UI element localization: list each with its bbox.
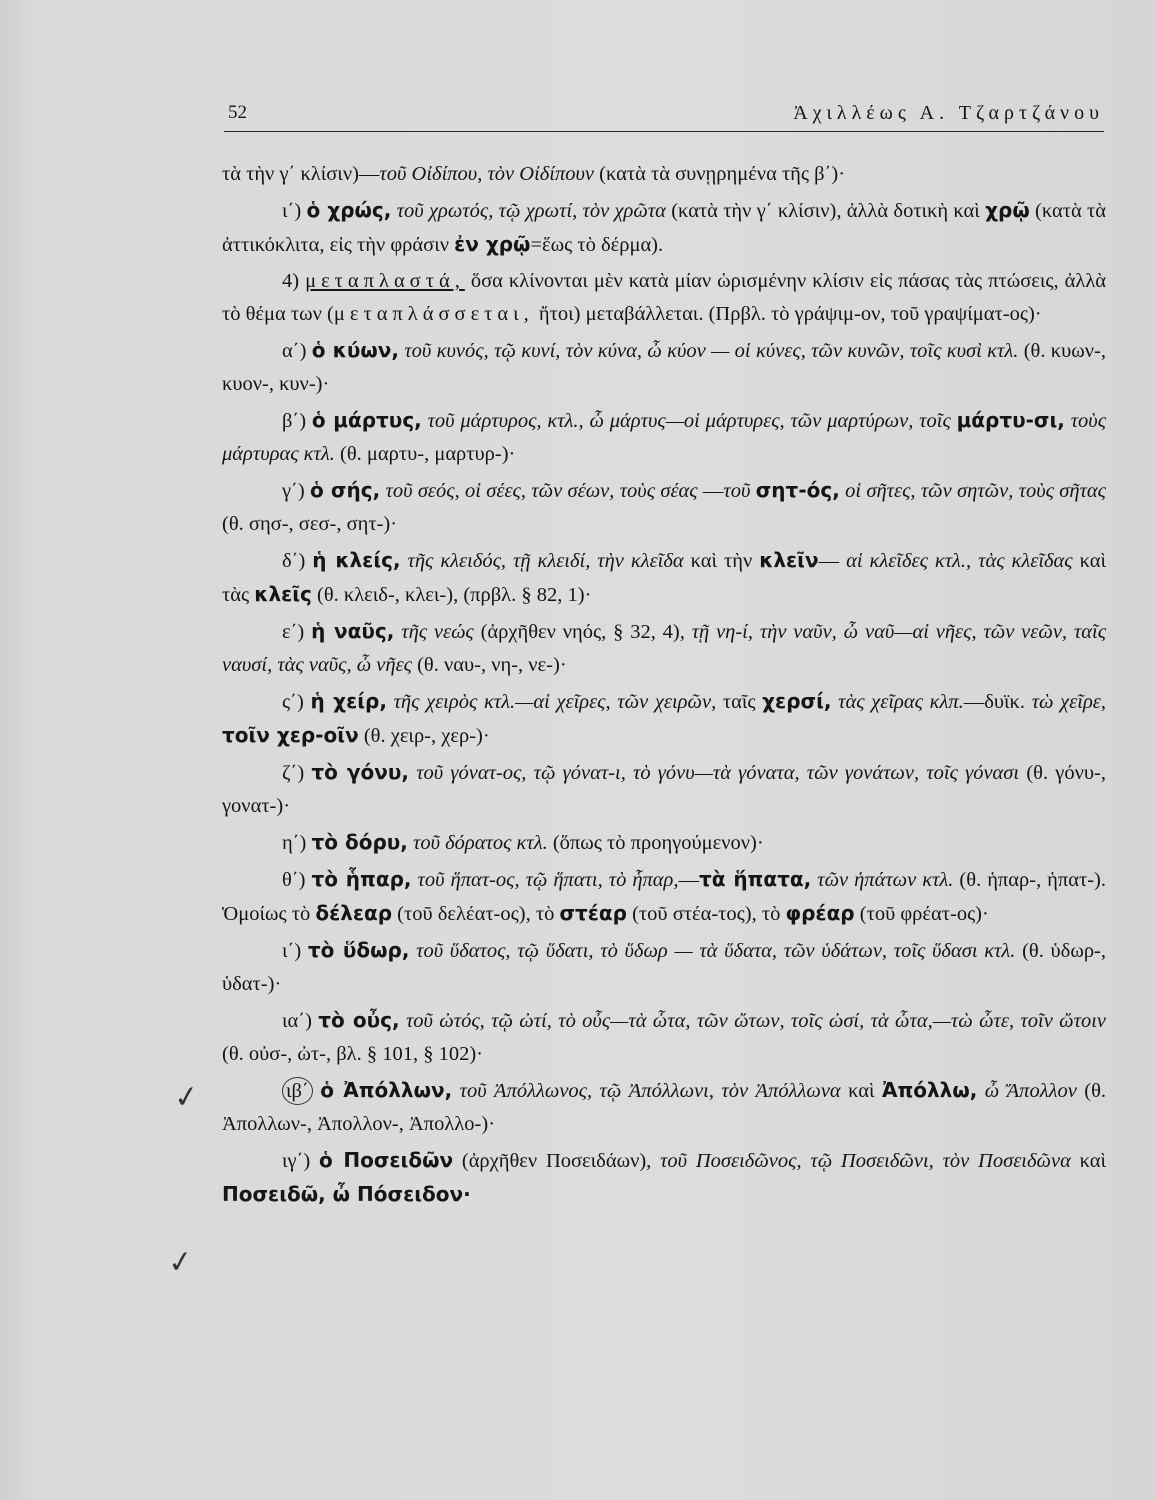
- check-mark-2: ✓: [165, 1243, 196, 1282]
- circled-label: ιβ΄: [282, 1077, 313, 1105]
- bold-term: ὁ σής,: [310, 478, 381, 502]
- header-rule: [224, 131, 1104, 132]
- bold-term: Ἀπόλλω,: [881, 1078, 978, 1102]
- text-run: ι΄): [282, 200, 307, 222]
- text-run: καὶ: [840, 1080, 882, 1102]
- bold-term: μάρτυ-σι,: [956, 408, 1065, 432]
- italic-text: τοῦ: [723, 480, 751, 502]
- italic-text: τοῦ μάρτυρος, κτλ., ὦ μάρτυς—οἱ μάρτυρες, τῶν μαρτύρων, τοῖς: [427, 410, 951, 432]
- bold-term: ὁ μάρτυς,: [311, 408, 422, 432]
- text-run: =ἕως τὸ δέρμα).: [530, 234, 664, 256]
- bold-term: χερσί,: [762, 689, 832, 713]
- paragraph: [222, 334, 1106, 401]
- italic-text: τοῦ γόνατ-ος, τῷ γόνατ-ι, τὸ γόνυ—τὰ γόνατα, τῶν γονάτων, τοῖς γόνασι: [416, 762, 1020, 784]
- bold-term: ὁ Ποσειδῶν: [319, 1148, 454, 1172]
- text-run: —: [678, 869, 699, 891]
- text-run: (κατὰ τὴν γ΄ κλίσιν), ἀλλὰ δοτικὴ καὶ: [665, 200, 986, 222]
- bold-term: χρῷ: [985, 198, 1030, 222]
- paragraph: [222, 756, 1106, 823]
- bold-term: κλεῖς: [254, 582, 312, 606]
- page-header: [226, 96, 1106, 130]
- italic-text: τῆς χειρὸς κτλ.—αἱ χεῖρες, τῶν χειρῶν,: [393, 691, 717, 713]
- bold-term: ἡ ναῦς,: [311, 619, 395, 643]
- bold-term: στέαρ: [559, 901, 627, 925]
- page-number: 52: [228, 102, 247, 123]
- paragraph: [222, 685, 1106, 753]
- text-run: (θ. κλειδ-, κλει-), (πρβλ. § 82, 1)·: [311, 584, 592, 606]
- text-run: η΄): [282, 832, 312, 854]
- bold-term: τὸ γόνυ,: [311, 760, 409, 784]
- text-run: (θ. σησ-, σεσ-, σητ-)·: [222, 513, 398, 535]
- check-mark-1: ✓: [171, 1078, 202, 1117]
- italic-text: τοῦ χρωτός, τῷ χρωτί, τὸν χρῶτα: [396, 200, 666, 222]
- bold-term: ἡ χείρ,: [310, 689, 387, 713]
- paragraph: [222, 544, 1106, 612]
- italic-text: ὦ Ἄπολλον: [984, 1080, 1077, 1102]
- paragraph: [222, 1074, 1106, 1141]
- bold-term: ἡ κλείς,: [312, 548, 401, 572]
- text-run: (θ. ὑδωρ-, ὑδατ-)·: [222, 940, 1107, 995]
- text-run: —δυϊκ.: [963, 691, 1032, 713]
- bold-term: ἐν χρῷ: [454, 232, 531, 256]
- bold-term: ὁ κύων,: [311, 338, 399, 362]
- text-run: ια΄): [282, 1010, 319, 1032]
- bold-term: ὁ Ἀπόλλων,: [320, 1078, 453, 1102]
- paragraph: [222, 934, 1106, 1001]
- text-run: (θ. οὐσ-, ὠτ-, βλ. § 101, § 102)·: [222, 1043, 484, 1065]
- italic-text: τοῦ ὕδατος, τῷ ὕδατι, τὸ ὕδωρ — τὰ ὕδατα, τῶν ὑδάτων, τοῖς ὕδασι κτλ.: [416, 940, 1016, 962]
- text-run: —: [818, 550, 847, 572]
- text-run: (τοῦ φρέατ-ος)·: [854, 903, 989, 925]
- paragraph: [222, 158, 1106, 191]
- text-run: (θ. κυων-, κυον-, κυν-)·: [222, 340, 1106, 395]
- italic-text: τοῦ Ποσειδῶνος, τῷ Ποσειδῶνι, τὸν Ποσειδῶνα: [660, 1150, 1071, 1172]
- text-run: ς΄): [282, 691, 311, 713]
- italic-text: αἱ κλεῖδες κτλ., τὰς κλεῖδας: [846, 550, 1073, 572]
- text-run: ιγ΄): [282, 1150, 320, 1172]
- bold-term: τὸ δόρυ,: [311, 830, 408, 854]
- text-run: (θ. γόνυ-, γονατ-)·: [222, 762, 1106, 817]
- text-run: [387, 691, 394, 713]
- bold-term: ὁ χρώς,: [306, 198, 392, 222]
- italic-text: τῆς νεώς: [401, 621, 474, 643]
- text-run: [977, 1080, 984, 1102]
- italic-text: τοὺς μάρτυρας κτλ.: [222, 410, 1107, 465]
- text-run: [401, 550, 408, 572]
- text-run: (τοῦ δελέατ-ος), τὸ: [392, 903, 560, 925]
- text-run: (θ. ναυ-, νη-, νε-)·: [411, 654, 567, 676]
- italic-text: τοῦ ὠτός, τῷ ὠτί, τὸ οὖς—τὰ ὦτα, τῶν ὤτων, τοῖς ὠσί, τὰ ὦτα,—τὼ ὦτε, τοῖν ὤτοιν: [405, 1010, 1106, 1032]
- text-run: ι΄): [282, 940, 308, 962]
- text-run: ε΄): [282, 621, 312, 643]
- bold-term: τὸ ὕδωρ,: [307, 938, 410, 962]
- bold-term: κλεῖν: [759, 548, 819, 572]
- text-run: γ΄): [282, 480, 311, 502]
- bold-term: σητ-ός,: [755, 478, 840, 502]
- italic-text: τοῦ Οἰδίπου, τὸν Οἰδίπουν: [379, 163, 595, 185]
- italic-text: τοῦ σεός, οἱ σέες, τῶν σέων, τοὺς σέας: [385, 480, 698, 502]
- text-run: (θ. ἡπαρ-, ἡπατ-). Ὁμοίως τὸ: [222, 869, 1107, 925]
- text-run: καὶ τὰς: [222, 550, 1107, 606]
- text-run: ταῖς: [716, 691, 763, 713]
- text-run: δ΄): [282, 550, 313, 572]
- text-run: α΄): [282, 340, 312, 362]
- text-run: (ὅπως τὸ προηγούμενον)·: [547, 832, 764, 854]
- spaced-term: μεταπλάσσεται,: [333, 303, 534, 325]
- spaced-term: μεταπλαστά,: [305, 270, 465, 292]
- text-run: (θ. Ἀπολλων-, Ἀπολλον-, Ἀπολλο-)·: [222, 1080, 1107, 1135]
- paragraph: [222, 194, 1106, 262]
- bold-term: τὰ ἥπατα,: [698, 867, 812, 891]
- text-run: —: [697, 480, 724, 502]
- bold-term: δέλεαρ: [315, 901, 393, 925]
- paragraph: [222, 615, 1106, 682]
- italic-text: τοῦ κυνός, τῷ κυνί, τὸν κύνα, ὦ κύον — οἱ κύνες, τῶν κυνῶν, τοῖς κυσὶ κτλ.: [404, 340, 1019, 362]
- bold-term: τοῖν χερ-οῖν: [222, 723, 359, 747]
- text-run: (τοῦ στέα-τος), τὸ: [626, 903, 786, 925]
- italic-text: οἱ σῆτες, τῶν σητῶν, τοὺς σῆτας: [845, 480, 1106, 502]
- italic-text: τῆς κλειδός, τῇ κλειδί, τὴν κλεῖδα: [407, 550, 684, 572]
- text-run: ζ΄): [282, 762, 312, 784]
- italic-text: τὰς χεῖρας κλπ.: [838, 691, 964, 713]
- text-run: καὶ τὴν: [683, 550, 760, 572]
- paragraph: [222, 826, 1106, 860]
- italic-text: τῇ νη-ί, τὴν ναῦν, ὦ ναῦ—αἱ νῆες, τῶν νεῶν, ταῖς ναυσί, τὰς ναῦς, ὦ νῆες: [222, 621, 1107, 676]
- paragraph: [222, 265, 1106, 331]
- italic-text: τὼ χεῖρε,: [1031, 691, 1106, 713]
- text-run: θ΄): [282, 869, 312, 891]
- text-run: [452, 1080, 459, 1102]
- text-run: (ἀρχῆθεν νηός, § 32, 4),: [473, 621, 692, 643]
- bold-term: τὸ οὖς,: [318, 1008, 400, 1032]
- paragraph: [222, 474, 1106, 541]
- text-run: ὅσα κλίνονται μὲν κατὰ μίαν ὡρισμένην κλίσιν εἰς πάσας τὰς πτώσεις, ἀλλὰ τὸ θέμα των (: [222, 270, 1107, 325]
- text-run: (κατὰ τὰ ἀττικόκλιτα, εἰς τὴν φράσιν: [222, 200, 1106, 256]
- text-run: (κατὰ τὰ συνῃρημένα τῆς β΄)·: [594, 163, 846, 185]
- bold-term: φρέαρ: [785, 901, 855, 925]
- text-run: 4): [282, 270, 306, 292]
- paragraph: [222, 404, 1106, 471]
- running-title: Ἀχιλλέως Α. Τζαρτζάνου: [793, 102, 1104, 124]
- body-text: [222, 158, 1106, 1215]
- italic-text: τοῦ δόρατος κτλ.: [413, 832, 548, 854]
- text-run: (ἀρχῆθεν Ποσειδάων),: [453, 1150, 661, 1172]
- text-run: καὶ: [1070, 1150, 1107, 1172]
- bold-term: τὸ ἧπαρ,: [311, 867, 412, 891]
- paragraph: [222, 1144, 1106, 1212]
- text-run: ἤτοι) μεταβάλλεται. (Πρβλ. τὸ γράψιμ-ον, τοῦ γραψίματ-ος)·: [533, 303, 1042, 325]
- italic-text: τοῦ Ἀπόλλωνος, τῷ Ἀπόλλωνι, τὸν Ἀπόλλωνα: [459, 1080, 841, 1102]
- paragraph: [222, 1004, 1106, 1071]
- text-run: τὰ τὴν γ΄ κλίσιν)—: [222, 163, 380, 185]
- bold-term: Ποσειδῶ, ὦ Πόσειδον·: [222, 1182, 471, 1206]
- text-run: (θ. χειρ-, χερ-)·: [358, 725, 490, 747]
- paragraph: [222, 863, 1106, 931]
- italic-text: τοῦ ἥπατ-ος, τῷ ἥπατι, τὸ ἧπαρ,: [417, 869, 679, 891]
- text-run: β΄): [282, 410, 312, 432]
- italic-text: τῶν ἡπάτων κτλ.: [817, 869, 954, 891]
- text-run: (θ. μαρτυ-, μαρτυρ-)·: [334, 443, 516, 465]
